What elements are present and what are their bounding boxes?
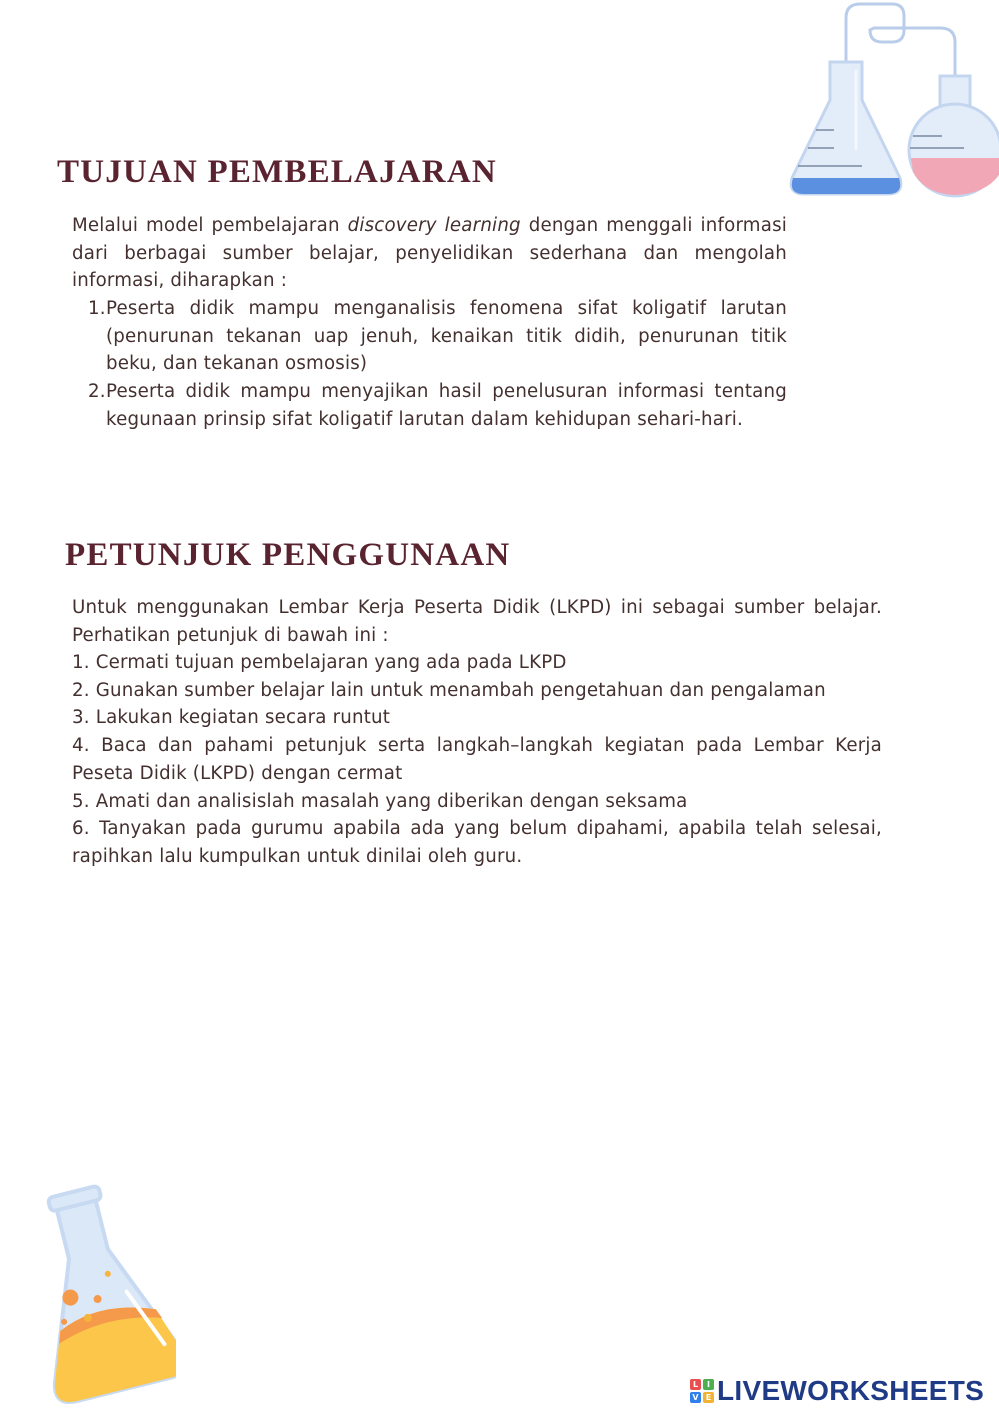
list-item [72,295,787,378]
petunjuk-title: PETUNJUK PENGGUNAAN [65,537,511,573]
erlenmeyer-flask-illustration [26,1180,176,1405]
logo-letter: L [690,1379,701,1390]
tujuan-intro-after: dengan menggali informasi dari berbagai sumber belajar, penyelidikan sederhana dan mengolah informasi, diharapkan : [72,215,787,292]
list-item: 1. Cermati tujuan pembelajaran yang ada pada LKPD [72,652,567,673]
tujuan-title: TUJUAN PEMBELAJARAN [57,154,497,190]
tujuan-intro [72,212,787,295]
list-item-number: 2. [88,381,106,403]
logo-letter: I [703,1379,714,1390]
list-item-text: Peserta didik mampu menyajikan hasil penelusuran informasi tentang kegunaan prinsip sifat koligatif larutan dalam kehidupan sehari-hari. [106,381,787,430]
list-item: 2. Gunakan sumber belajar lain untuk menambah pengetahuan dan pengalaman [72,679,826,701]
list-item: 6. Tanyakan pada gurumu apabila ada yang belum dipahami, apabila telah selesai, rapihkan lalu kumpulkan untuk dinilai oleh guru. [72,818,882,867]
list-item: 3. Lakukan kegiatan secara runtut [72,707,391,729]
logo-letter: V [690,1392,701,1403]
list-item: 4. Baca dan pahami petunjuk serta langkah–langkah kegiatan pada Lembar Kerja Peseta Didik (LKPD) dengan cermat [72,735,882,784]
petunjuk-intro: Untuk menggunakan Lembar Kerja Peserta Didik (LKPD) ini sebagai sumber belajar. Perhatikan petunjuk di bawah ini : [72,597,882,646]
logo-letter: E [703,1392,714,1403]
list-item: 5. Amati dan analisislah masalah yang diberikan dengan seksama [72,790,688,812]
round-flask-icon [909,76,999,196]
petunjuk-list [72,649,882,871]
list-item-number: 1. [88,298,106,319]
tujuan-list [72,295,787,434]
list-item [72,378,787,433]
liveworksheets-wordmark: LIVEWORKSHEETS [717,1375,985,1406]
list-item-text: Peserta didik mampu menganalisis fenomena sifat koligatif larutan (penurunan tekanan uap jenuh, kenaikan titik didih, penurunan titik beku, dan tekanan osmosis) [106,298,787,375]
tujuan-intro-before: Melalui model pembelajaran [72,215,348,236]
liveworksheets-logo [690,1374,984,1408]
liveworksheets-logo-icon [690,1379,714,1403]
conical-flask-icon [791,62,901,194]
lab-glassware-illustration [780,0,999,205]
tujuan-intro-italic: discovery learning [347,215,521,236]
